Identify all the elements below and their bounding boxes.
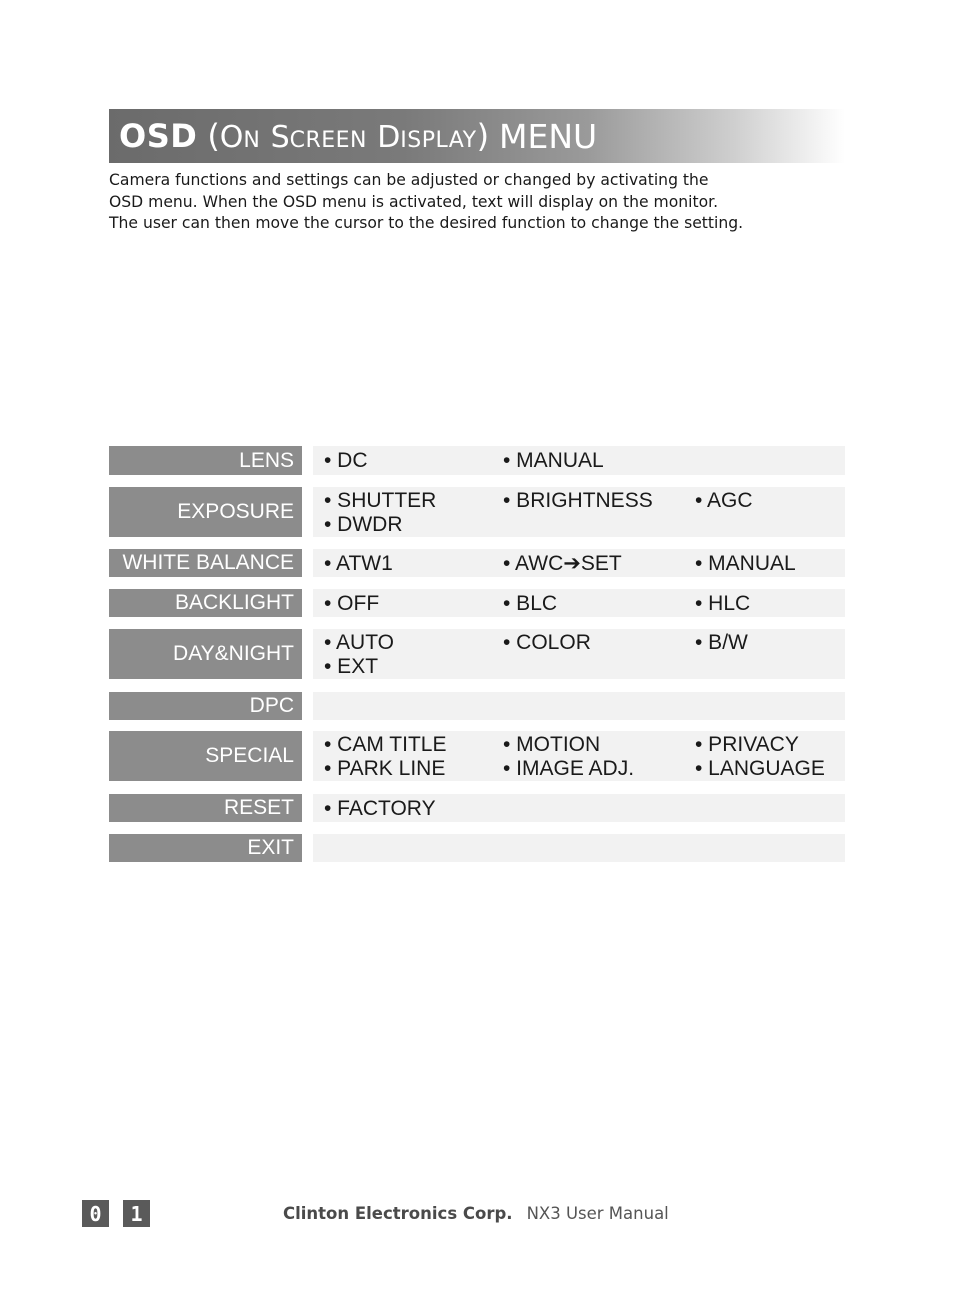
menu-options [313, 629, 845, 679]
menu-options [313, 549, 845, 577]
menu-option-column [503, 449, 604, 473]
menu-option-column [324, 449, 368, 473]
menu-options [313, 446, 845, 475]
menu-option: • IMAGE ADJ. [503, 757, 635, 780]
menu-row [109, 549, 845, 577]
menu-option-column [324, 797, 436, 821]
intro-line: The user can then move the cursor to the desired function to change the setting. [109, 214, 744, 232]
menu-option-column [503, 489, 653, 513]
title-on-initial: O [219, 120, 244, 155]
menu-option-column [503, 552, 622, 576]
menu-option: • PRIVACY [695, 733, 799, 756]
menu-option: • AUTO [324, 631, 394, 654]
title-paren-close: ) [476, 117, 490, 155]
menu-option-column [503, 592, 557, 616]
menu-row [109, 446, 845, 475]
menu-option: • ATW1 [324, 552, 393, 575]
menu-option-column [503, 631, 591, 655]
menu-category-label: EXPOSURE [109, 487, 302, 537]
menu-row [109, 731, 845, 781]
menu-row [109, 794, 845, 822]
footer-company: Clinton Electronics Corp. [283, 1204, 513, 1223]
menu-option-column [695, 733, 825, 781]
menu-option: • MANUAL [695, 552, 796, 575]
menu-options [313, 589, 845, 617]
menu-option-column [324, 631, 394, 679]
title-on-rest: N [243, 128, 261, 153]
menu-option: • EXT [324, 655, 379, 678]
menu-row [109, 589, 845, 617]
menu-option-column [695, 631, 748, 655]
menu-option-column [324, 489, 436, 537]
menu-option-column [695, 489, 753, 513]
title-osd: OSD [119, 117, 198, 155]
menu-option-column [324, 592, 379, 616]
title-display-initial: D [377, 120, 401, 155]
intro-paragraph [109, 170, 854, 235]
menu-option-column [695, 552, 796, 576]
menu-option-column [324, 552, 393, 576]
menu-option: • FACTORY [324, 797, 436, 820]
title-paren-open: ( [207, 117, 220, 155]
menu-option: • LANGUAGE [695, 757, 825, 780]
menu-option: • MANUAL [503, 449, 604, 472]
menu-category-label: DPC [109, 692, 302, 720]
menu-option: • B/W [695, 631, 748, 654]
menu-option: • AWC➔SET [503, 552, 622, 575]
menu-option: • BLC [503, 592, 558, 615]
menu-category-label: SPECIAL [109, 731, 302, 781]
menu-option: • OFF [324, 592, 380, 615]
title-menu: MENU [499, 116, 598, 156]
menu-category-label: DAY&NIGHT [109, 629, 302, 679]
menu-option: • COLOR [503, 631, 591, 654]
page-title [109, 109, 845, 163]
footer [283, 1204, 669, 1223]
menu-option: • DC [324, 449, 368, 472]
menu-option: • PARK LINE [324, 757, 446, 780]
menu-option: • CAM TITLE [324, 733, 447, 756]
menu-category-label: RESET [109, 794, 302, 822]
menu-row [109, 487, 845, 537]
menu-category-label: WHITE BALANCE [109, 549, 302, 577]
menu-options [313, 731, 845, 781]
menu-option-column [324, 733, 446, 781]
menu-category-label: LENS [109, 446, 302, 475]
menu-options [313, 487, 845, 537]
title-display-rest: ISPLAY [400, 128, 477, 153]
menu-row [109, 629, 845, 679]
title-screen-rest: CREEN [289, 128, 368, 153]
title-screen-initial: S [270, 120, 290, 155]
menu-options [313, 692, 845, 720]
menu-options [313, 834, 845, 862]
menu-row [109, 692, 845, 720]
menu-category-label: EXIT [109, 834, 302, 862]
title-subtitle [207, 117, 489, 155]
menu-option: • SHUTTER [324, 489, 437, 512]
menu-category-label: BACKLIGHT [109, 589, 302, 617]
menu-option-column [695, 592, 750, 616]
menu-option: • HLC [695, 592, 751, 615]
intro-line: Camera functions and settings can be adjusted or changed by activating the [109, 171, 709, 189]
menu-option: • AGC [695, 489, 753, 512]
page-number-digit: 0 [82, 1200, 109, 1227]
menu-option: • MOTION [503, 733, 601, 756]
menu-options [313, 794, 845, 822]
menu-option: • BRIGHTNESS [503, 489, 653, 512]
menu-row [109, 834, 845, 862]
page-number-digit: 1 [123, 1200, 150, 1227]
intro-line: OSD menu. When the OSD menu is activated, text will display on the monitor. [109, 192, 719, 211]
menu-option: • DWDR [324, 513, 403, 536]
menu-option-column [503, 733, 634, 781]
footer-manual-title: NX3 User Manual [526, 1204, 669, 1223]
